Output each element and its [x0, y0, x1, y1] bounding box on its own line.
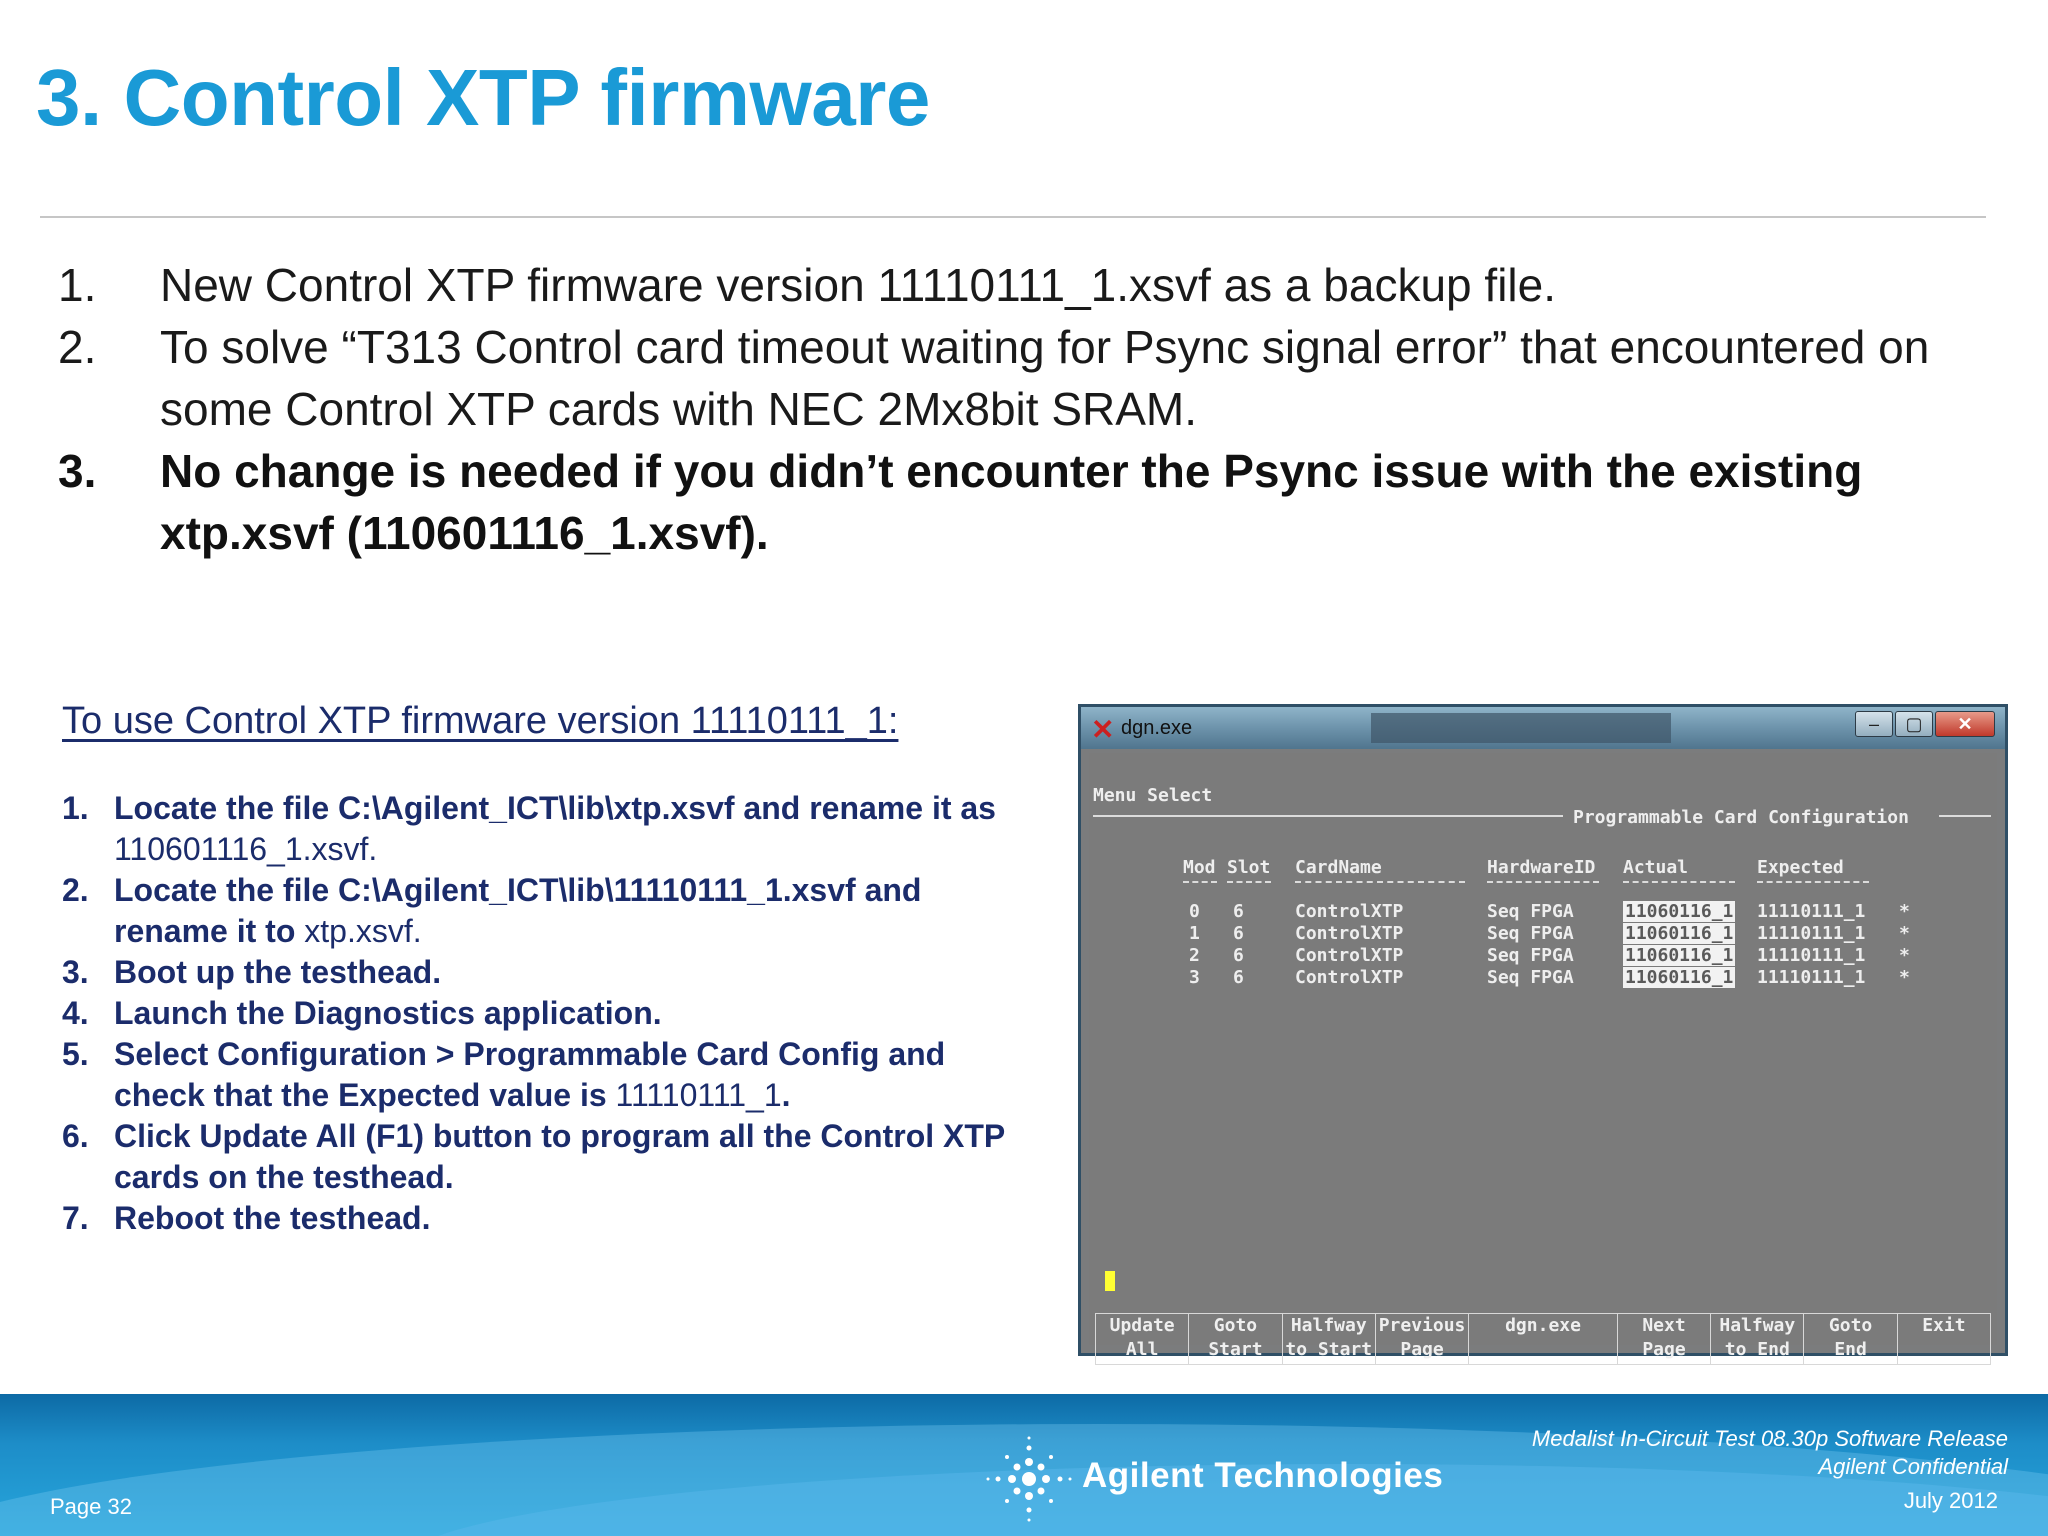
- step-number: 6.: [62, 1118, 89, 1154]
- step-text: Boot up the testhead.: [114, 954, 442, 990]
- instruction-step: [62, 952, 1032, 993]
- row-slot: 6: [1233, 945, 1244, 966]
- next-page-button[interactable]: Next Page: [1618, 1314, 1711, 1364]
- step-number: 3.: [62, 954, 89, 990]
- main-point: [58, 254, 1958, 316]
- row-flag: *: [1899, 901, 1910, 922]
- instruction-step: [62, 993, 1032, 1034]
- halfway-to-start-button[interactable]: Halfway to Start: [1283, 1314, 1376, 1364]
- row-expected: 11110111_1: [1757, 923, 1866, 944]
- row-slot: 6: [1233, 901, 1244, 922]
- company-name: Agilent Technologies: [1082, 1456, 1444, 1495]
- step-text: Reboot the testhead.: [114, 1200, 431, 1236]
- step-value: 110601116_1.xsvf.: [114, 831, 378, 867]
- page-number: Page 32: [50, 1494, 132, 1519]
- footer-release-line: Medalist In-Circuit Test 08.30p Software Release: [1531, 1426, 2008, 1451]
- step-value: 11110111_1: [606, 1077, 782, 1113]
- goto-end-button[interactable]: Goto End: [1804, 1314, 1897, 1364]
- step-text: Locate the file C:\Agilent_ICT\lib\xtp.xsvf and rename it as: [114, 790, 996, 826]
- instruction-step: [62, 1034, 1032, 1116]
- menu-label: Menu Select: [1093, 785, 1213, 806]
- dgn-exe-label: dgn.exe: [1469, 1314, 1618, 1364]
- main-point: [58, 440, 1958, 564]
- instruction-step: [62, 1198, 1032, 1239]
- row-expected: 11110111_1: [1757, 967, 1866, 988]
- row-hardwareid: Seq FPGA: [1487, 923, 1574, 944]
- maximize-icon[interactable]: ▢: [1895, 711, 1933, 737]
- col-header: Slot: [1227, 857, 1271, 878]
- close-icon[interactable]: ✕: [1935, 711, 1995, 737]
- agilent-spark-logo-icon: [984, 1434, 1074, 1524]
- exit-button[interactable]: Exit: [1922, 1315, 1966, 1336]
- previous-page-button[interactable]: Previous Page: [1376, 1314, 1469, 1364]
- step-number: 2.: [62, 872, 89, 908]
- slide-title: 3. Control XTP firmware: [36, 53, 930, 142]
- instruction-step: [62, 870, 1032, 952]
- col-header: Expected: [1757, 857, 1844, 878]
- function-key-bar: [1095, 1313, 1991, 1365]
- step-text: Click Update All (F1) button to program all the Control XTP cards on the testhead.: [114, 1118, 1005, 1195]
- main-point-text: New Control XTP firmware version 11110111_1.xsvf as a backup file.: [160, 259, 1556, 311]
- step-text: Launch the Diagnostics application.: [114, 995, 662, 1031]
- main-points-list: [58, 254, 1958, 564]
- row-slot: 6: [1233, 923, 1244, 944]
- row-actual: 11060116_1: [1625, 967, 1734, 988]
- row-actual: 11060116_1: [1625, 923, 1734, 944]
- row-mod: 2: [1189, 945, 1200, 966]
- main-point: [58, 316, 1958, 440]
- footer-banner: [0, 1394, 2048, 1536]
- window-controls: [1855, 711, 1995, 737]
- text-cursor: [1105, 1271, 1115, 1291]
- col-header: CardName: [1295, 857, 1382, 878]
- row-flag: *: [1899, 967, 1910, 988]
- row-cardname: ControlXTP: [1295, 945, 1404, 966]
- row-cardname: ControlXTP: [1295, 901, 1404, 922]
- step-number: 4.: [62, 995, 89, 1031]
- goto-start-button[interactable]: Goto Start: [1189, 1314, 1282, 1364]
- step-number: 7.: [62, 1200, 89, 1236]
- step-number: 5.: [62, 1036, 89, 1072]
- title-divider: [40, 216, 1986, 218]
- row-slot: 6: [1233, 967, 1244, 988]
- footer-date: July 2012: [1903, 1488, 1998, 1513]
- main-point-number: 3.: [58, 445, 97, 497]
- row-expected: 11110111_1: [1757, 901, 1866, 922]
- row-hardwareid: Seq FPGA: [1487, 945, 1574, 966]
- row-expected: 11110111_1: [1757, 945, 1866, 966]
- step-number: 1.: [62, 790, 89, 826]
- instruction-steps: [62, 788, 1032, 1239]
- update-all-button[interactable]: Update All: [1096, 1314, 1189, 1364]
- main-point-number: 1.: [58, 259, 97, 311]
- instruction-step: [62, 1116, 1032, 1198]
- step-tail: .: [781, 1077, 791, 1113]
- row-mod: 0: [1189, 901, 1200, 922]
- dgn-window-screenshot: [1078, 704, 2008, 1360]
- step-text: Select Configuration > Programmable Card Config and check that the Expected value is: [114, 1036, 946, 1113]
- row-cardname: ControlXTP: [1295, 923, 1404, 944]
- col-header: Mod: [1183, 857, 1216, 878]
- row-hardwareid: Seq FPGA: [1487, 967, 1574, 988]
- col-header: Actual: [1623, 857, 1689, 878]
- col-header: HardwareID: [1487, 857, 1596, 878]
- panel-title: Programmable Card Configuration: [1573, 807, 1909, 828]
- row-hardwareid: Seq FPGA: [1487, 901, 1574, 922]
- row-flag: *: [1899, 945, 1910, 966]
- row-mod: 1: [1189, 923, 1200, 944]
- instruction-step: [62, 788, 1032, 870]
- step-value: xtp.xsvf.: [295, 913, 422, 949]
- footer-confidential: Agilent Confidential: [1818, 1454, 2008, 1479]
- window-titlebar: [1081, 707, 2005, 749]
- halfway-to-end-button[interactable]: Halfway to End: [1711, 1314, 1804, 1364]
- row-cardname: ControlXTP: [1295, 967, 1404, 988]
- row-actual: 11060116_1: [1625, 901, 1734, 922]
- row-actual: 11060116_1: [1625, 945, 1734, 966]
- row-flag: *: [1899, 923, 1910, 944]
- main-point-number: 2.: [58, 321, 97, 373]
- minimize-icon[interactable]: –: [1855, 711, 1893, 737]
- main-point-text: No change is needed if you didn’t encounter the Psync issue with the existing xtp.xsvf (110601116_1.xsvf).: [160, 445, 1863, 559]
- app-icon: ✕: [1091, 714, 1115, 745]
- window-title: dgn.exe: [1121, 717, 1193, 739]
- instructions-heading: To use Control XTP firmware version 11110111_1:: [62, 700, 899, 742]
- main-point-text: To solve “T313 Control card timeout waiting for Psync signal error” that encountered on some Control XTP cards with NEC 2Mx8bit SRAM.: [160, 321, 1930, 435]
- terminal-area: [1089, 753, 1997, 1360]
- row-mod: 3: [1189, 967, 1200, 988]
- step-text: Locate the file C:\Agilent_ICT\lib\11110111_1.xsvf and rename it to: [114, 872, 922, 949]
